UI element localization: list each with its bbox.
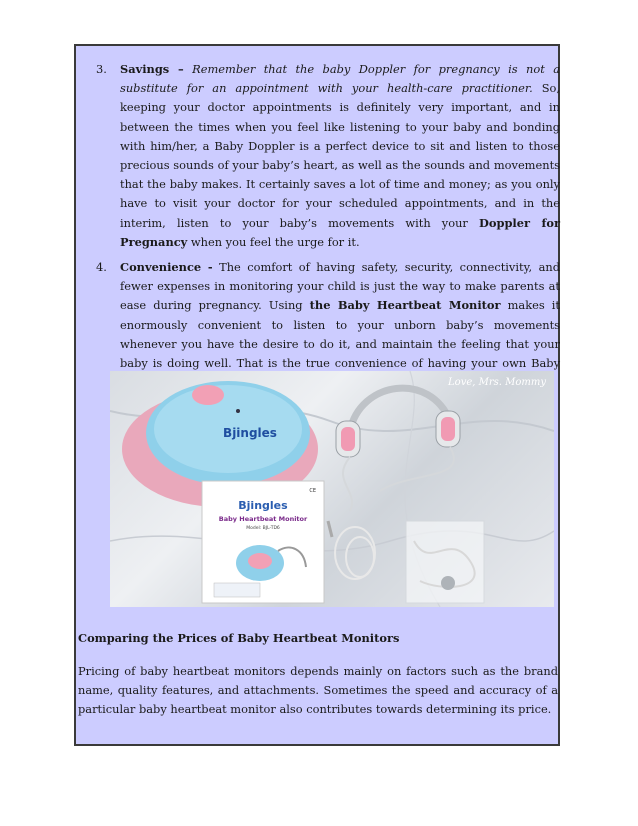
- item-heading: Savings –: [120, 62, 184, 76]
- box-model: Model: BJL-TD6: [246, 526, 280, 531]
- box-corner: CE: [309, 488, 316, 494]
- content-panel: [74, 44, 560, 746]
- instruction-box: [202, 481, 324, 603]
- item-italic-text: Remember that the baby Doppler for pregnancy is not a substitute for an appointment with your health-care practitioner.: [120, 62, 561, 96]
- box-brand: Bjingles: [238, 499, 288, 512]
- earphone-bag: [406, 521, 484, 603]
- list-number: 4.: [96, 260, 107, 274]
- section-title: Comparing the Prices of Baby Heartbeat Monitors: [78, 631, 400, 645]
- box-title: Baby Heartbeat Monitor: [218, 515, 308, 523]
- item-heading: Convenience -: [120, 260, 213, 274]
- audio-cables: [328, 521, 375, 579]
- item-text-b: makes it enormously convenient to listen to your unborn baby’s movements whenever you have the desire to do it, and maintain the feeling that your baby is doing well. That is the true convenience of having your own Baby: [120, 298, 560, 371]
- item-tail: when you feel the urge for it.: [187, 234, 360, 249]
- item-text-a: The comfort of having safety, security, connectivity, and fewer expenses in monitoring your child is just the way to make parents at ease during pregnancy. Using: [120, 260, 560, 313]
- device-brand: Bjingles: [223, 426, 277, 440]
- watermark-text: Love, Mrs. Mommy: [448, 377, 546, 388]
- doppler-link[interactable]: Doppler for Pregnancy: [120, 215, 560, 249]
- headphones: [336, 388, 460, 511]
- pricing-paragraph: Pricing of baby heartbeat monitors depends mainly on factors such as the brand name, quality features, and attachments. Sometimes the speed and accuracy of a particular baby heartbeat monitor also contributes towards determining its price.: [78, 664, 558, 717]
- item-text: So, keeping your doctor appointments is definitely very important, and in between the times when you feel like listening to your baby and bonding with him/her, a Baby Doppler is a perfect device to sit and listen to those precious sounds of your baby’s heart, as well as the sounds and movements that the baby makes. It certainly saves a lot of time and money; as you only have to visit your doctor for your scheduled appointments, and in the interim, listen to your baby’s movements with your: [120, 81, 560, 230]
- product-photo: [110, 371, 554, 607]
- list-item-savings: [96, 60, 560, 252]
- list-number: 3.: [96, 62, 107, 76]
- heartbeat-monitor-link[interactable]: the Baby Heartbeat Monitor: [309, 298, 501, 313]
